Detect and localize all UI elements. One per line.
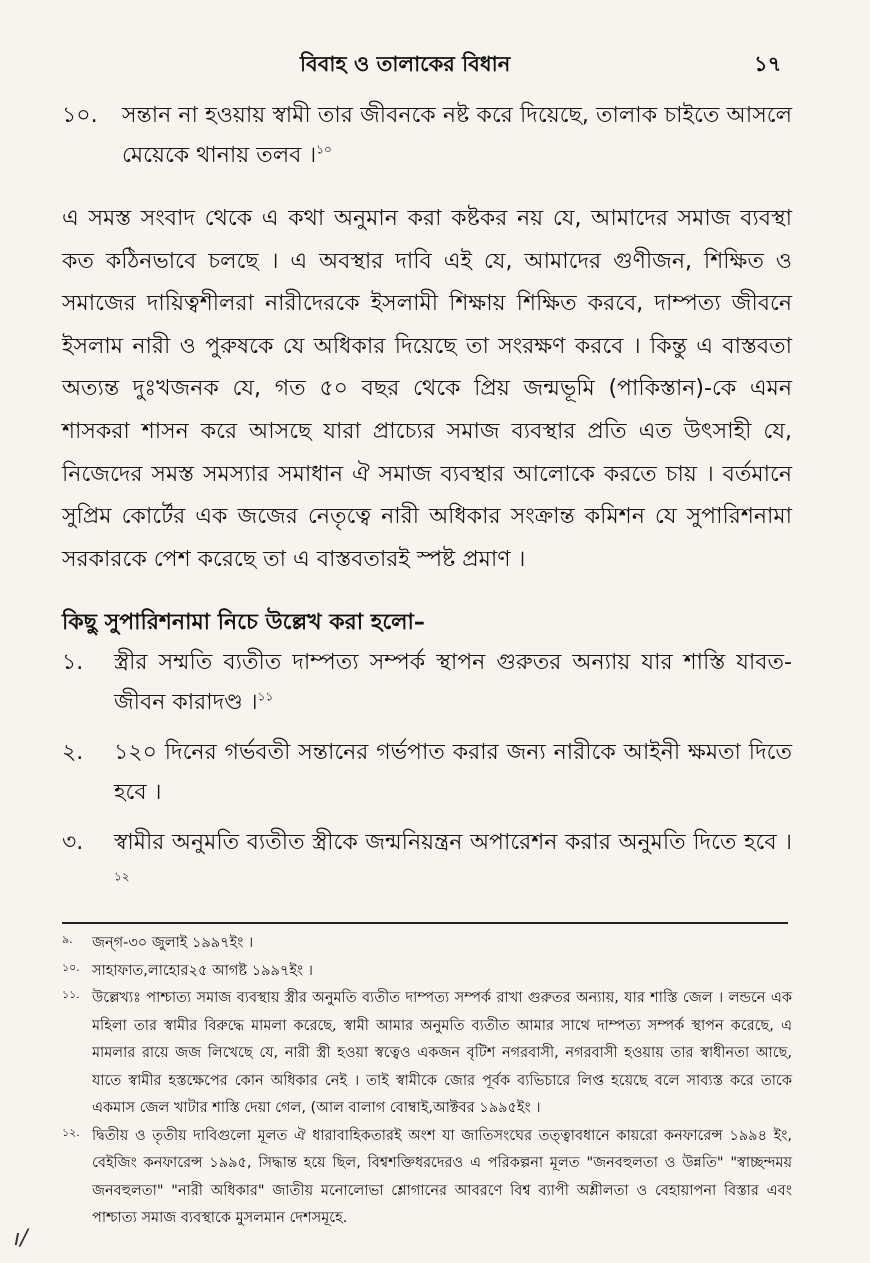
footnote-mark: ৯.: [62, 933, 73, 946]
list-item: [62, 733, 792, 813]
footnote-mark: ১২.: [62, 1125, 80, 1139]
footnote: [62, 985, 792, 1123]
item-text: স্ত্রীর সম্মতি ব্যতীত দাম্পত্য সম্পর্ক স্থাপন গুরুতর অন্যায় যার শাস্তি যাবত-জীবন কারাদণ্ড ।$^{১১}$: [114, 650, 792, 716]
item-number: ১০.: [62, 103, 98, 128]
page-number: ১৭: [754, 52, 782, 76]
footnote: [62, 1123, 792, 1233]
footnote-divider: [62, 922, 788, 924]
item-text: ১২০ দিনের গর্ভবতী সন্তানের গর্ভপাত করার জন্য নারীকে আইনী ক্ষমতা দিতে হবে ।: [114, 740, 792, 806]
footnote-ref[interactable]: ১১: [257, 690, 274, 705]
page-header: [0, 48, 870, 82]
list-item: [62, 643, 792, 723]
section-subheading: কিছু সুপারিশনামা নিচে উল্লেখ করা হলো–: [62, 610, 425, 636]
footnote: [62, 930, 792, 958]
item-number: ২.: [62, 740, 84, 766]
footnote: [62, 958, 792, 986]
footnote-text: দ্বিতীয় ও তৃতীয় দাবিগুলো মূলত ঐ ধারাবাহিকতারই অংশ যা জাতিসংঘের তত্ত্বাবধানে কায়রো কনফারেন্স ১৯৯৪ ইং, বেইজিং কনফারেন্স ১৯৯৫, সিদ্ধান্ত হয়ে ছিল, বিশ্বশক্তিধরদেরও এ পরিকল্পনা মূলত "জনবহুলতা ও উন্নতি" "স্বাচ্ছন্দময় জনবহুলতা" "নারী অধিকার" জাতীয় মনোলোভা শ্লোগানের আবরণে বিশ্ব ব্যাপী অশ্লীলতা ও বেহায়াপনা বিস্তার এবং পাশ্চাত্য সমাজ ব্যবস্থাকে মুসলমান দেশসমূহে.: [92, 1127, 792, 1226]
handwritten-margin-mark: ı/: [14, 1226, 28, 1251]
item-number: ১.: [62, 650, 84, 676]
main-text: [62, 96, 792, 913]
footnote-ref[interactable]: ১২: [114, 870, 130, 885]
item-number: ৩.: [62, 830, 84, 856]
footnote-mark: ১১.: [62, 988, 80, 1001]
item-text: সন্তান না হওয়ায় স্বামী তার জীবনকে নষ্ট করে দিয়েছে, তালাক চাইতে আসলে মেয়েকে থানায় তলব ।$^{১০}$: [122, 103, 792, 168]
numbered-item-10: [62, 96, 792, 176]
footnote-text: সাহাফাত,লাহোর২৫ আগষ্ট ১৯৯৭ইং ।: [92, 962, 313, 979]
recommendation-list: [62, 643, 792, 903]
footnotes: [62, 930, 792, 1233]
footnote-text: উল্লেখ্যঃ পাশ্চাত্য সমাজ ব্যবস্থায় স্ত্রীর অনুমতি ব্যতীত দাম্পত্য সম্পর্ক রাখা গুরুতর অন্যায়, যার শাস্তি জেল । লন্ডনে এক মহিলা তার স্বামীর বিরুদ্ধে মামলা করেছে, স্বামী আমার অনুমতি ব্যতীত আমার সাথে দাম্পত্য সম্পর্ক স্থাপন করেছে, এ মামলার রায়ে জজ লিখেছে যে, নারী স্ত্রী হওয়া স্বত্বেও একজন বৃটিশ নগরবাসী, নগরবাসী হওয়ায় তার স্বাধীনতা আছে, যাতে স্বামীর হস্তক্ষেপের কোন অধিকার নেই । তাই স্বামীকে জোর পূর্বক ব্যভিচারে লিপ্ত হয়েছে বলে সাব্যস্ত করে তাকে একমাস জেল খাটার শাস্তি দেয়া গেল, (আল বালাগ বোম্বাই,আক্টবর ১৯৯৫ইং ।: [92, 990, 792, 1116]
footnote-text: জন্গ-৩০ জুলাই ১৯৯৭ইং ।: [92, 935, 254, 951]
footnote-mark: ১০.: [62, 960, 80, 974]
item-text: স্বামীর অনুমতি ব্যতীত স্ত্রীকে জন্মনিয়ন্ত্রন অপারেশন করার অনুমতি দিতে হবে ।$^{১২}$: [114, 830, 792, 885]
body-paragraph: এ সমস্ত সংবাদ থেকে এ কথা অনুমান করা কষ্টকর নয় যে, আমাদের সমাজ ব্যবস্থা কত কঠিনভাবে চলছে । এ অবস্থার দাবি এই যে, আমাদের গুণীজন, শিক্ষিত ও সমাজের দায়িত্বশীলরা নারীদেরকে ইসলামী শিক্ষায় শিক্ষিত করবে, দাম্পত্য জীবনে ইসলাম নারী ও পুরুষকে যে অধিকার দিয়েছে তা সংরক্ষণ করবে । কিন্তু এ বাস্তবতা অত্যন্ত দুঃখজনক যে, গত ৫০ বছর থেকে প্রিয় জন্মভূমি (পাকিস্তান)-কে এমন শাসকরা শাসন করে আসছে যারা প্রাচ্যের সমাজ ব্যবস্থার প্রতি এত উৎসাহী যে, নিজেদের সমস্ত সমস্যার সমাধান ঐ সমাজ ব্যবস্থার আলোকে করতে চায় । বর্তমানে সুপ্রিম কোর্টের এক জজের নেতৃত্বে নারী অধিকার সংক্রান্ত কমিশন যে সুপারিশনামা সরকারকে পেশ করেছে তা এ বাস্তবতারই স্পষ্ট প্রমাণ ।: [62, 206, 792, 572]
running-title: বিবাহ ও তালাকের বিধান: [300, 52, 511, 76]
list-item: [62, 823, 792, 903]
footnote-ref[interactable]: ১০: [316, 142, 332, 157]
